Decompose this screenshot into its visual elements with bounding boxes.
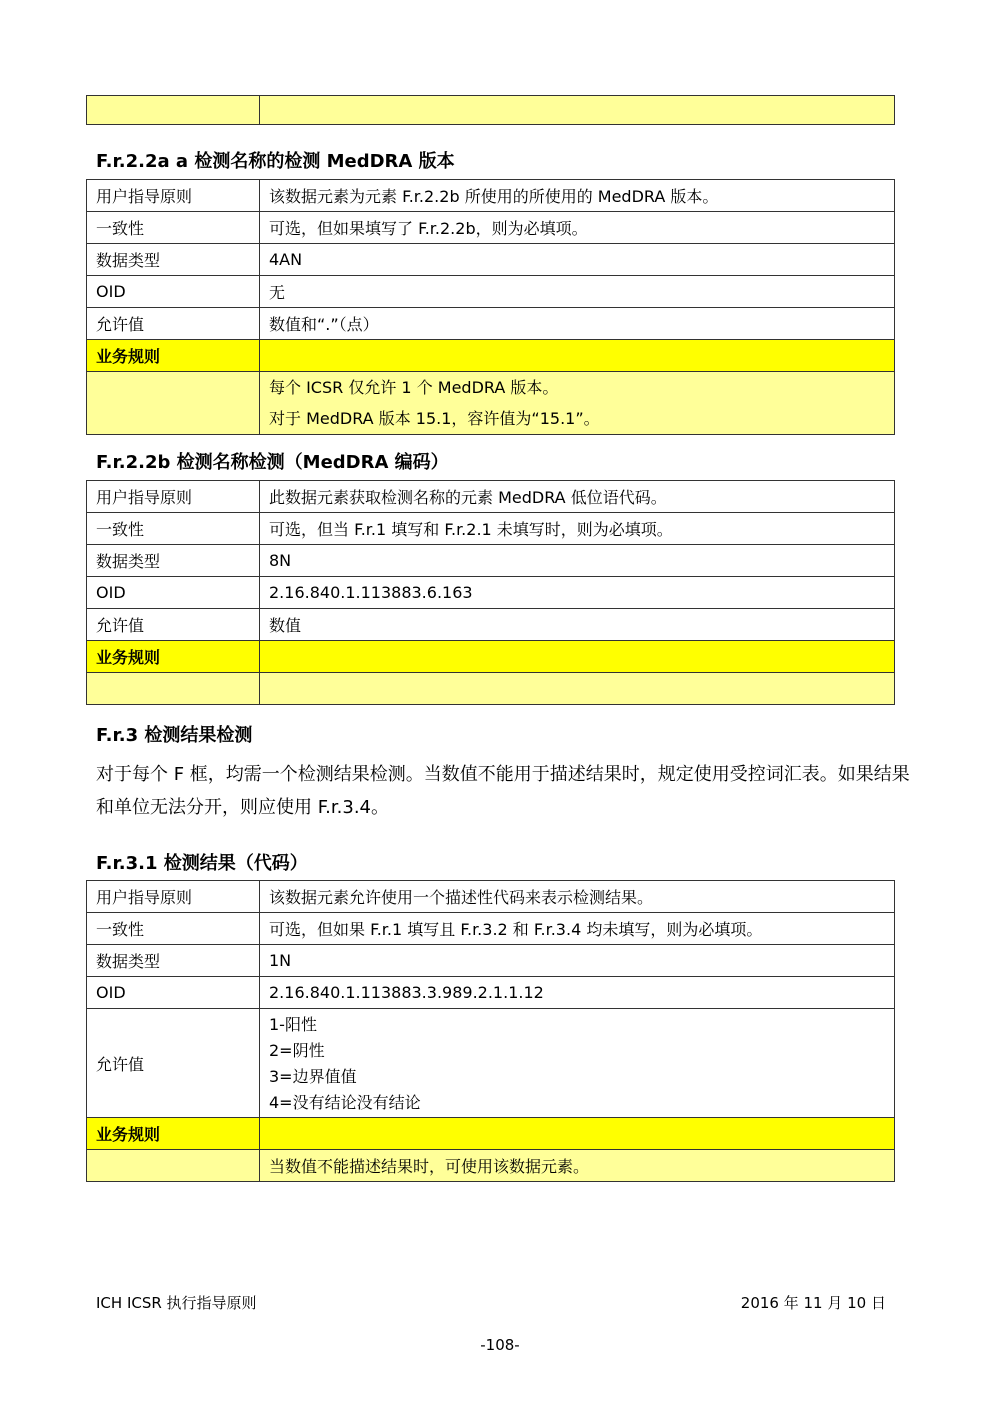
business-rules-header-row <box>87 641 895 673</box>
top-table-fragment <box>86 95 895 125</box>
table-row <box>87 1009 895 1118</box>
spec-table-fr22a <box>86 179 895 435</box>
row-label: 用户指导原则 <box>87 881 260 913</box>
row-value: 8N <box>260 545 895 577</box>
table-row <box>87 609 895 641</box>
row-label: 一致性 <box>87 513 260 545</box>
business-rules-header-row <box>87 340 895 372</box>
table-row <box>87 913 895 945</box>
allowed-value: 3=边界值值 <box>269 1067 357 1086</box>
row-value: 该数据元素为元素 F.r.2.2b 所使用的所使用的 MedDRA 版本。 <box>260 180 895 212</box>
business-rules-text <box>260 372 895 435</box>
table-row <box>87 977 895 1009</box>
row-value: 2.16.840.1.113883.6.163 <box>260 577 895 609</box>
row-value: 该数据元素允许使用一个描述性代码来表示检测结果。 <box>260 881 895 913</box>
allowed-values-list <box>260 1009 895 1118</box>
table-row <box>87 308 895 340</box>
table-row <box>87 481 895 513</box>
row-label: 允许值 <box>87 609 260 641</box>
table-row <box>87 881 895 913</box>
table-cell <box>260 641 895 673</box>
table-row <box>87 276 895 308</box>
row-value: 可选，但当 F.r.1 填写和 F.r.2.1 未填写时，则为必填项。 <box>260 513 895 545</box>
footer-date: 2016 年 11 月 10 日 <box>740 1294 886 1312</box>
allowed-value: 4=没有结论没有结论 <box>269 1093 421 1112</box>
table-row <box>87 545 895 577</box>
table-row <box>87 180 895 212</box>
table-row <box>87 513 895 545</box>
row-value: 数值 <box>260 609 895 641</box>
business-rules-text: 当数值不能描述结果时，可使用该数据元素。 <box>260 1150 895 1182</box>
section-heading-fr31: F.r.3.1 检测结果（代码） <box>96 853 308 874</box>
allowed-value: 2=阴性 <box>269 1041 325 1060</box>
rule-line: 对于 MedDRA 版本 15.1，容许值为“15.1”。 <box>269 409 600 428</box>
spec-table-fr31 <box>86 880 895 1182</box>
row-label: 一致性 <box>87 913 260 945</box>
business-rules-row <box>87 673 895 705</box>
row-value: 2.16.840.1.113883.3.989.2.1.1.12 <box>260 977 895 1009</box>
table-cell <box>87 1150 260 1182</box>
business-rules-label: 业务规则 <box>87 340 260 372</box>
row-label: OID <box>87 276 260 308</box>
table-cell <box>260 340 895 372</box>
business-rules-label: 业务规则 <box>87 641 260 673</box>
business-rules-row <box>87 372 895 435</box>
table-cell <box>260 673 895 705</box>
row-value: 此数据元素获取检测名称的元素 MedDRA 低位语代码。 <box>260 481 895 513</box>
row-label: OID <box>87 977 260 1009</box>
row-label: 允许值 <box>87 308 260 340</box>
business-rules-label: 业务规则 <box>87 1118 260 1150</box>
row-label: 一致性 <box>87 212 260 244</box>
row-label: OID <box>87 577 260 609</box>
allowed-value: 1-阳性 <box>269 1015 317 1034</box>
table-row <box>87 96 895 125</box>
row-label: 允许值 <box>87 1009 260 1118</box>
table-row <box>87 244 895 276</box>
spec-table-fr22b <box>86 480 895 705</box>
business-rules-header-row <box>87 1118 895 1150</box>
table-row <box>87 212 895 244</box>
rule-line: 每个 ICSR 仅允许 1 个 MedDRA 版本。 <box>269 378 559 397</box>
table-cell <box>87 673 260 705</box>
business-rules-row <box>87 1150 895 1182</box>
row-value: 可选，但如果 F.r.1 填写且 F.r.3.2 和 F.r.3.4 均未填写，则为必填项。 <box>260 913 895 945</box>
table-cell <box>87 372 260 435</box>
row-label: 数据类型 <box>87 945 260 977</box>
table-cell <box>87 96 260 125</box>
section-heading-fr3: F.r.3 检测结果检测 <box>96 725 253 746</box>
section-heading-fr22b: F.r.2.2b 检测名称检测（MedDRA 编码） <box>96 452 449 473</box>
footer-doc-title: ICH ICSR 执行指导原则 <box>96 1294 257 1312</box>
table-cell <box>260 96 895 125</box>
row-label: 用户指导原则 <box>87 481 260 513</box>
row-label: 数据类型 <box>87 244 260 276</box>
table-row <box>87 577 895 609</box>
table-cell <box>260 1118 895 1150</box>
row-value: 可选，但如果填写了 F.r.2.2b，则为必填项。 <box>260 212 895 244</box>
table-row <box>87 945 895 977</box>
body-paragraph: 对于每个 F 框，均需一个检测结果检测。当数值不能用于描述结果时，规定使用受控词汇表。如果结果和单位无法分开，则应使用 F.r.3.4。 <box>96 764 910 818</box>
row-label: 数据类型 <box>87 545 260 577</box>
section-heading-fr22a: F.r.2.2a a 检测名称的检测 MedDRA 版本 <box>96 151 455 172</box>
row-value: 1N <box>260 945 895 977</box>
page-number: -108- <box>480 1336 520 1354</box>
row-value: 数值和“.”（点） <box>260 308 895 340</box>
row-value: 4AN <box>260 244 895 276</box>
row-label: 用户指导原则 <box>87 180 260 212</box>
row-value: 无 <box>260 276 895 308</box>
